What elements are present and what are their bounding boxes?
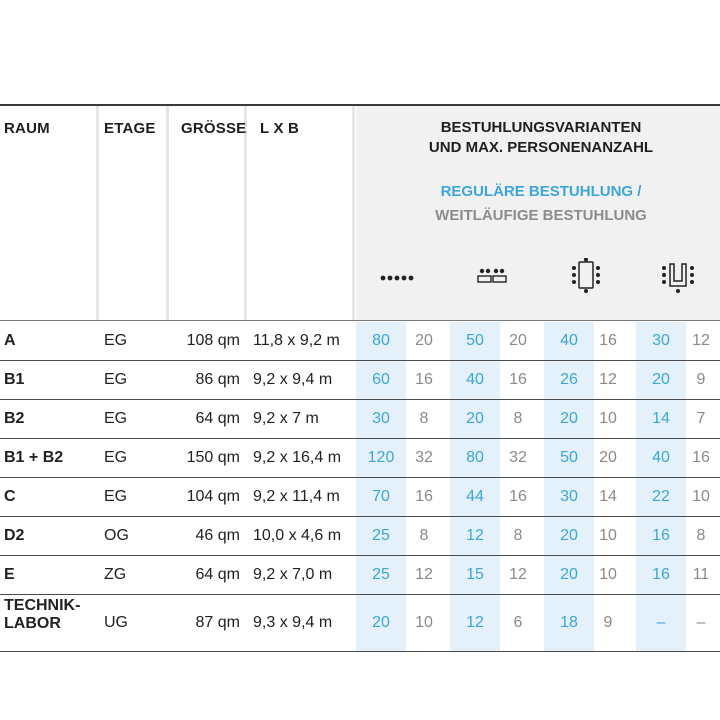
capacity-cell: 20 bbox=[356, 595, 406, 651]
room-name bbox=[4, 595, 94, 653]
capacity-cell: 8 bbox=[696, 527, 706, 544]
capacity-cell: 20 bbox=[599, 449, 617, 466]
capacity-cell: 10 bbox=[599, 527, 617, 544]
dimensions-cell: 9,3 x 9,4 m bbox=[253, 614, 333, 631]
header-bottom-rule bbox=[0, 320, 720, 321]
capacity-cell: 14 bbox=[636, 400, 686, 438]
capacity-cell: 8 bbox=[513, 527, 523, 544]
capacity-cell: 6 bbox=[513, 614, 523, 631]
capacity-cell: 20 bbox=[544, 517, 594, 555]
capacity-cell: 40 bbox=[544, 322, 594, 360]
size-cell: 108 qm bbox=[186, 332, 240, 349]
room-name: E bbox=[4, 566, 15, 583]
capacity-cell: 20 bbox=[544, 400, 594, 438]
capacity-cell: 7 bbox=[696, 410, 706, 427]
spacious-seating-label: WEITLÄUFIGE BESTUHLUNG bbox=[435, 207, 647, 224]
table-row bbox=[0, 439, 720, 478]
capacity-cell: 50 bbox=[544, 439, 594, 477]
header-column-divider bbox=[352, 106, 355, 320]
regular-seating-label: REGULÄRE BESTUHLUNG / bbox=[440, 183, 642, 200]
capacity-cell: 25 bbox=[356, 556, 406, 594]
header-groesse: GRÖSSE bbox=[181, 120, 247, 137]
header-raum: RAUM bbox=[4, 120, 50, 137]
capacity-cell: 25 bbox=[356, 517, 406, 555]
u-shape-seating-icon bbox=[658, 258, 698, 294]
room-name: B2 bbox=[4, 410, 25, 427]
room-name-line: TECHNIK- bbox=[4, 597, 81, 614]
capacity-cell: 16 bbox=[636, 517, 686, 555]
capacity-cell: 20 bbox=[415, 332, 433, 349]
room-name: B1 + B2 bbox=[4, 449, 64, 466]
dimensions-cell: 9,2 x 11,4 m bbox=[253, 488, 340, 505]
capacity-cell: 10 bbox=[599, 410, 617, 427]
floor-cell: EG bbox=[104, 410, 128, 427]
room-name-line: LABOR bbox=[4, 615, 61, 632]
capacity-cell: 16 bbox=[599, 332, 617, 349]
table-row bbox=[0, 361, 720, 400]
table-row bbox=[0, 322, 720, 361]
floor-cell: ZG bbox=[104, 566, 127, 583]
dimensions-cell: 10,0 x 4,6 m bbox=[253, 527, 342, 544]
capacity-cell: 8 bbox=[419, 410, 429, 427]
capacity-cell: 12 bbox=[415, 566, 433, 583]
table-row bbox=[0, 517, 720, 556]
size-cell: 86 qm bbox=[195, 371, 240, 388]
capacity-cell: 80 bbox=[450, 439, 500, 477]
table-row bbox=[0, 400, 720, 439]
capacity-cell: 44 bbox=[450, 478, 500, 516]
header-etage: ETAGE bbox=[104, 120, 156, 137]
header-column-divider bbox=[166, 106, 169, 320]
header-column-divider bbox=[244, 106, 247, 320]
capacity-cell: 40 bbox=[450, 361, 500, 399]
table-row bbox=[0, 595, 720, 652]
header-lxb: L X B bbox=[260, 120, 300, 137]
capacity-cell: 16 bbox=[415, 488, 433, 505]
capacity-cell: 10 bbox=[415, 614, 433, 631]
classroom-seating-icon bbox=[476, 258, 508, 288]
capacity-cell: 16 bbox=[509, 488, 527, 505]
capacity-cell: 50 bbox=[450, 322, 500, 360]
table-row bbox=[0, 478, 720, 517]
floor-cell: EG bbox=[104, 488, 128, 505]
capacity-cell: 12 bbox=[509, 566, 527, 583]
capacity-cell: 9 bbox=[603, 614, 613, 631]
capacity-cell: 12 bbox=[599, 371, 617, 388]
capacity-cell: 14 bbox=[599, 488, 617, 505]
capacity-cell: 80 bbox=[356, 322, 406, 360]
capacity-cell: 10 bbox=[599, 566, 617, 583]
size-cell: 150 qm bbox=[186, 449, 240, 466]
size-cell: 64 qm bbox=[195, 566, 240, 583]
capacity-cell: 22 bbox=[636, 478, 686, 516]
capacity-cell: 8 bbox=[419, 527, 429, 544]
size-cell: 64 qm bbox=[195, 410, 240, 427]
dimensions-cell: 9,2 x 9,4 m bbox=[253, 371, 333, 388]
dimensions-cell: 11,8 x 9,2 m bbox=[253, 332, 340, 349]
table-header bbox=[0, 106, 720, 320]
capacity-cell: 32 bbox=[509, 449, 527, 466]
capacity-cell: 11 bbox=[692, 566, 710, 583]
capacity-cell: 16 bbox=[509, 371, 527, 388]
capacity-cell: 120 bbox=[356, 439, 406, 477]
table-row bbox=[0, 556, 720, 595]
capacity-cell: 9 bbox=[696, 371, 706, 388]
capacity-cell: 32 bbox=[415, 449, 433, 466]
size-cell: 104 qm bbox=[186, 488, 240, 505]
floor-cell: EG bbox=[104, 449, 128, 466]
capacity-cell: 15 bbox=[450, 556, 500, 594]
capacity-cell: 40 bbox=[636, 439, 686, 477]
room-name: A bbox=[4, 332, 16, 349]
size-cell: 87 qm bbox=[195, 614, 240, 631]
dimensions-cell: 9,2 x 16,4 m bbox=[253, 449, 342, 466]
capacity-cell: 26 bbox=[544, 361, 594, 399]
capacity-cell: 20 bbox=[450, 400, 500, 438]
capacity-cell: 12 bbox=[450, 517, 500, 555]
floor-cell: OG bbox=[104, 527, 129, 544]
floor-cell: EG bbox=[104, 371, 128, 388]
size-cell: 46 qm bbox=[195, 527, 240, 544]
floor-cell: EG bbox=[104, 332, 128, 349]
seating-title-line-1: BESTUHLUNGSVARIANTEN bbox=[440, 119, 642, 136]
capacity-cell: 16 bbox=[415, 371, 433, 388]
capacity-cell: – bbox=[696, 614, 706, 631]
boardroom-seating-icon bbox=[565, 258, 607, 294]
capacity-cell: 30 bbox=[636, 322, 686, 360]
room-name: D2 bbox=[4, 527, 25, 544]
capacity-cell: 16 bbox=[636, 556, 686, 594]
capacity-cell: 12 bbox=[450, 595, 500, 651]
floor-cell: UG bbox=[104, 614, 128, 631]
capacity-cell: 70 bbox=[356, 478, 406, 516]
capacity-cell: 12 bbox=[692, 332, 710, 349]
capacity-cell: 16 bbox=[692, 449, 710, 466]
capacity-cell: 20 bbox=[636, 361, 686, 399]
capacity-cell: 18 bbox=[544, 595, 594, 651]
room-name: B1 bbox=[4, 371, 25, 388]
capacity-cell: 30 bbox=[544, 478, 594, 516]
capacity-cell: 8 bbox=[513, 410, 523, 427]
dimensions-cell: 9,2 x 7,0 m bbox=[253, 566, 333, 583]
capacity-cell: 60 bbox=[356, 361, 406, 399]
capacity-cell: – bbox=[636, 595, 686, 651]
dimensions-cell: 9,2 x 7 m bbox=[253, 410, 319, 427]
capacity-cell: 30 bbox=[356, 400, 406, 438]
capacity-cell: 20 bbox=[509, 332, 527, 349]
seating-title-line-2: UND MAX. PERSONENANZAHL bbox=[428, 139, 654, 156]
theater-seating-icon bbox=[380, 258, 414, 288]
capacity-cell: 20 bbox=[544, 556, 594, 594]
header-column-divider bbox=[96, 106, 99, 320]
room-name: C bbox=[4, 488, 16, 505]
capacity-cell: 10 bbox=[692, 488, 710, 505]
